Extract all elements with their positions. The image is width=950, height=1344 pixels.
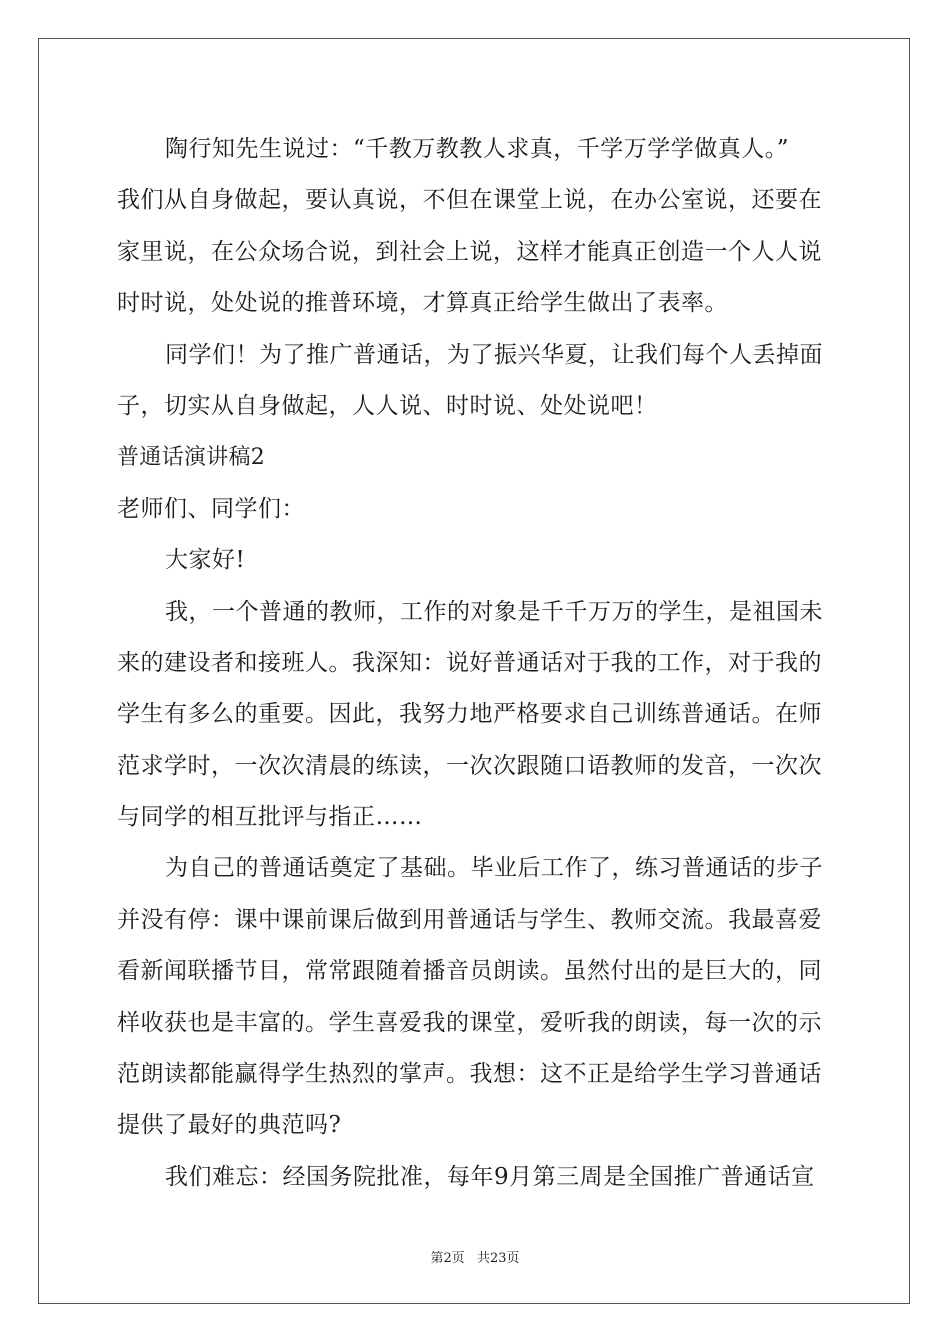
text-line: 子，切实从自身做起，人人说、时时说、处处说吧！ (117, 392, 658, 419)
text-line: 我，一个普通的教师，工作的对象是千千万万的学生，是祖国未 (165, 598, 823, 625)
text-line: 时时说，处处说的推普环境，才算真正给学生做出了表率。 (117, 290, 728, 317)
document-body (117, 124, 833, 1203)
text-line: 范求学时，一次次清晨的练读，一次次跟随口语教师的发音，一次次 (117, 752, 822, 779)
text-line: 与同学的相互批评与指正…… (117, 804, 423, 831)
text-line: 看新闻联播节目，常常跟随着播音员朗读。虽然付出的是巨大的，同 (117, 958, 822, 985)
text-line: 提供了最好的典范吗? (117, 1112, 342, 1139)
page-footer (0, 1247, 950, 1266)
text-line: 范朗读都能赢得学生热烈的掌声。我想：这不正是给学生学习普通话 (117, 1061, 822, 1088)
text-line: 我们从自身做起，要认真说，不但在课堂上说，在办公室说，还要在 (117, 187, 822, 214)
text-line: 陶行知先生说过：“千教万教教人求真，千学万学学做真人。” (165, 136, 790, 162)
greeting: 大家好! (165, 547, 246, 574)
text-line: 我们难忘：经国务院批准，每年9月第三周是全国推广普通话宣 (165, 1163, 815, 1190)
text-line: 同学们！为了推广普通话，为了振兴华夏，让我们每个人丢掉面 (165, 341, 823, 368)
section-title: 普通话演讲稿2 (117, 445, 266, 471)
page-total: 共23页 (476, 1251, 520, 1266)
text-line: 样收获也是丰富的。学生喜爱我的课堂，爱听我的朗读，每一次的示 (117, 1009, 822, 1036)
text-line: 并没有停：课中课前课后做到用普通话与学生、教师交流。我最喜爱 (117, 906, 822, 933)
page-number: 第2页 (430, 1251, 465, 1266)
salutation: 老师们、同学们： (117, 495, 305, 522)
text-line: 学生有多么的重要。因此，我努力地严格要求自己训练普通话。在师 (117, 701, 822, 728)
text-line: 家里说，在公众场合说，到社会上说，这样才能真正创造一个人人说 (117, 238, 822, 265)
text-line: 为自己的普通话奠定了基础。毕业后工作了，练习普通话的步子 (165, 855, 823, 882)
text-line: 来的建设者和接班人。我深知：说好普通话对于我的工作，对于我的 (117, 649, 822, 676)
